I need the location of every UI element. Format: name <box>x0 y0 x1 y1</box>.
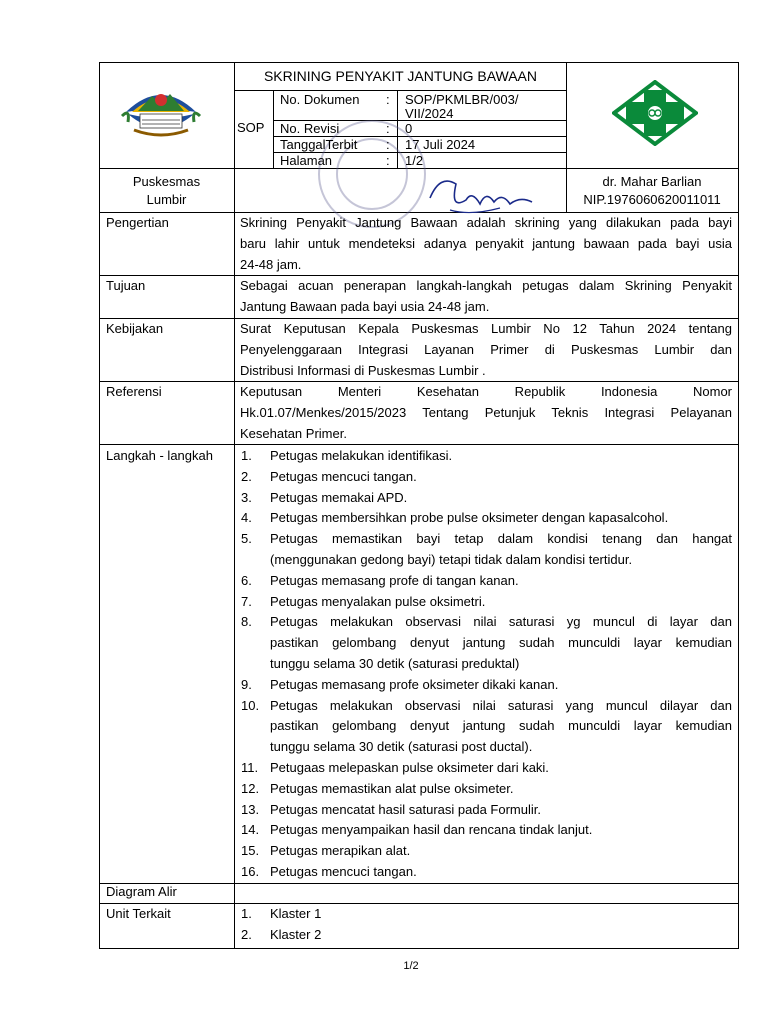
label-diagram: Diagram Alir <box>106 884 177 899</box>
page-title: SKRINING PENYAKIT JANTUNG BAWAAN <box>263 68 538 84</box>
referensi-line: Keputusan Menteri Kesehatan Republik Indonesia Nomor <box>240 384 732 399</box>
field-colon: : <box>386 92 390 107</box>
label-tujuan: Tujuan <box>106 278 146 293</box>
step-text: Petugas memastikan bayi tetap dalam kondisi tenang dan hangat <box>270 531 732 547</box>
step-text: Petugas merapikan alat. <box>270 843 411 859</box>
step-number: 11. <box>241 760 259 775</box>
step-number: 15. <box>241 843 260 859</box>
label-unit: Unit Terkait <box>106 906 171 921</box>
step-number: 2. <box>241 468 252 484</box>
step-text: Petugas mencuci tangan. <box>270 468 417 484</box>
step-text: pastikan gelombang denyut jantung sudah munculdi layar kemudian <box>270 635 732 651</box>
step-text: Petugas menyalakan pulse oksimetri. <box>270 593 486 609</box>
field-value-no-dokumen-2: VII/2024 <box>405 106 454 121</box>
field-label-tanggal: TanggalTerbit <box>280 137 358 152</box>
tujuan-line: Jantung Bawaan pada bayi usia 24-48 jam. <box>240 299 490 314</box>
step-text: pastikan gelombang denyut jantung sudah munculdi layar kemudian <box>270 718 732 734</box>
step-number: 9. <box>241 676 252 692</box>
step-number: 7. <box>241 593 252 609</box>
referensi-line: Kesehatan Primer. <box>240 426 347 441</box>
step-number: 1. <box>241 448 252 463</box>
puskesmas-logo <box>612 80 698 146</box>
step-text: (menggunakan gedong bayi) tetapi tidak dalam kondisi tertidur. <box>270 552 633 567</box>
field-value-tanggal: 17 Juli 2024 <box>405 137 476 152</box>
step-text: Petugaas melepaskan pulse oksimeter dari kaki. <box>270 760 549 775</box>
tujuan-line: Sebagai acuan penerapan langkah-langkah petugas dalam Skrining Penyakit <box>240 278 732 293</box>
pengertian-line: baru lahir untuk mendeteksi adanya penyakit jantung bawaan pada bayi usia <box>240 236 732 251</box>
step-number: 8. <box>241 614 252 630</box>
step-number: 14. <box>241 822 260 838</box>
page-number: 1/2 <box>403 960 419 972</box>
field-value-no-dokumen: SOP/PKMLBR/003/ <box>405 92 519 107</box>
step-text: tunggu selama 30 detik (saturasi preduktal) <box>270 656 520 671</box>
step-number: 4. <box>241 510 252 526</box>
step-text: Petugas melakukan identifikasi. <box>270 448 453 463</box>
field-label-no-dokumen: No. Dokumen <box>280 92 360 107</box>
field-value-no-revisi: 0 <box>405 121 413 136</box>
pengertian-line: Skrining Penyakit Jantung Bawaan adalah skrining yang dilakukan pada bayi <box>240 215 732 230</box>
step-number: 12. <box>241 780 260 796</box>
step-text: Petugas memasang profe oksimeter dikaki kanan. <box>270 676 559 692</box>
field-value-halaman: 1/2 <box>405 153 424 168</box>
unit-number: 1. <box>241 906 252 921</box>
sop-label: SOP <box>237 120 265 135</box>
kebijakan-line: Distribusi Informasi di Puskesmas Lumbir . <box>240 363 486 378</box>
step-number: 10. <box>241 697 260 713</box>
org-name-2: Lumbir <box>146 192 187 207</box>
field-label-no-revisi: No. Revisi <box>280 121 340 136</box>
label-kebijakan: Kebijakan <box>106 321 164 336</box>
pengertian-line: 24-48 jam. <box>240 257 302 272</box>
field-label-halaman: Halaman <box>280 153 333 168</box>
label-langkah: Langkah - langkah <box>106 448 213 463</box>
step-text: Petugas menyampaikan hasil dan rencana tindak lanjut. <box>270 822 593 838</box>
step-text: tunggu selama 30 detik (saturasi post ductal). <box>270 739 533 755</box>
step-text: Petugas melakukan observasi nilai saturasi yg muncul di layar dan <box>270 614 732 630</box>
step-text: Petugas mencuci tangan. <box>270 864 417 879</box>
org-name: Puskesmas <box>132 174 201 189</box>
step-text: Petugas membersihkan probe pulse oksimeter dengan kapasalcohol. <box>270 510 669 526</box>
step-number: 6. <box>241 572 252 588</box>
step-text: Petugas melakukan observasi nilai saturasi yang muncul dilayar dan <box>270 697 732 713</box>
signer-name: dr. Mahar Barlian <box>602 174 702 189</box>
step-number: 3. <box>241 489 252 505</box>
kebijakan-line: Surat Keputusan Kepala Puskesmas Lumbir No 12 Tahun 2024 tentang <box>240 321 732 336</box>
unit-item: Klaster 2 <box>270 927 322 942</box>
field-colon: : <box>386 153 390 168</box>
label-referensi: Referensi <box>106 384 162 399</box>
step-text: Petugas memastikan alat pulse oksimeter. <box>270 780 514 796</box>
referensi-line: Hk.01.07/Menkes/2015/2023 Tentang Petunjuk Teknis Integrasi Pelayanan <box>240 405 732 420</box>
step-number: 16. <box>241 864 260 879</box>
signer-nip: NIP.1976060620011011 <box>583 192 721 207</box>
step-text: Petugas mencatat hasil saturasi pada Formulir. <box>270 801 541 817</box>
kebijakan-line: Penyelenggaraan Integrasi Layanan Primer di Puskesmas Lumbir dan <box>240 342 732 357</box>
step-number: 13. <box>241 801 260 817</box>
label-pengertian: Pengertian <box>106 215 169 230</box>
unit-item: Klaster 1 <box>270 906 322 921</box>
step-number: 5. <box>241 531 252 547</box>
step-text: Petugas memakai APD. <box>270 489 408 505</box>
regency-logo <box>118 78 204 148</box>
unit-number: 2. <box>241 927 252 942</box>
field-colon: : <box>386 121 390 136</box>
field-colon: : <box>386 137 390 152</box>
step-text: Petugas memasang profe di tangan kanan. <box>270 572 519 588</box>
